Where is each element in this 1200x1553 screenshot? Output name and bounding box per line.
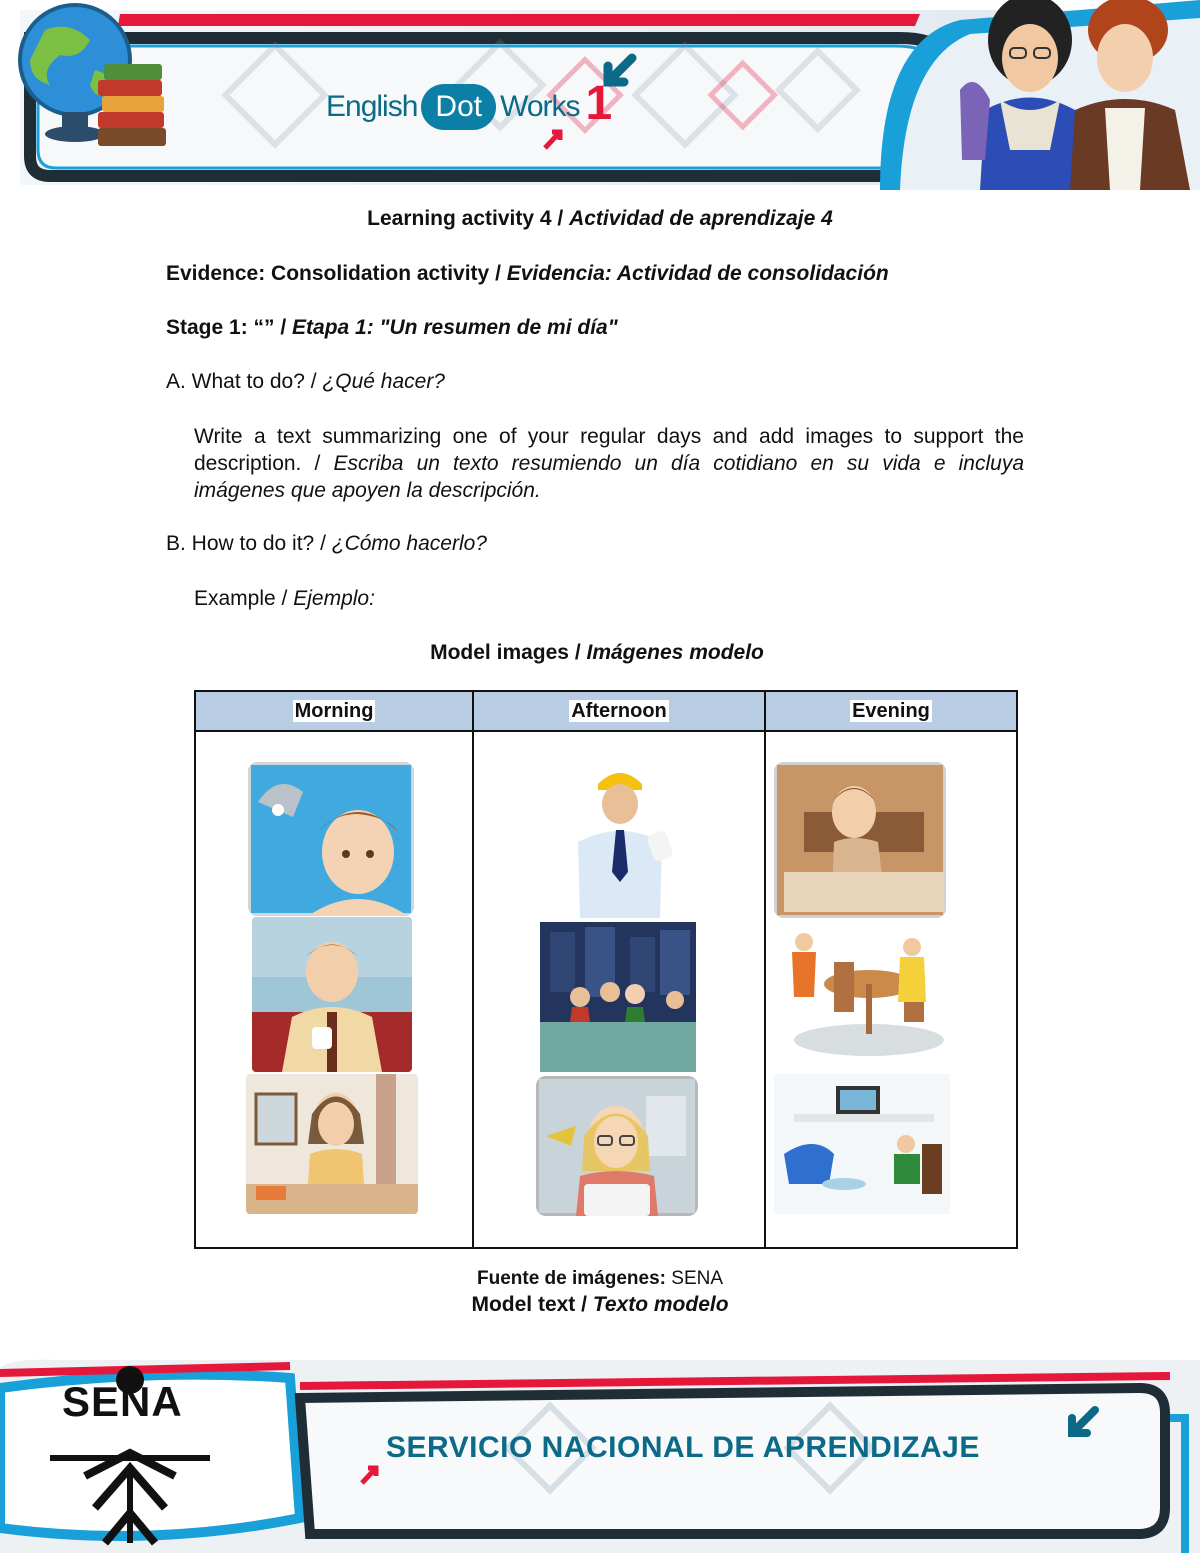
column-header-afternoon: Afternoon (473, 691, 765, 731)
evening-cell (765, 731, 1017, 1248)
model-images-es: Imágenes modelo (586, 641, 764, 664)
bed-image (774, 762, 946, 918)
activity-title-es: Actividad de aprendizaje 4 (569, 207, 833, 230)
table-header-row (195, 691, 1017, 731)
activity-title-en: Learning activity 4 / (367, 207, 570, 230)
instruction-es: Escriba un texto resumiendo un día cotidiano en su vida e incluya imágenes que apoyen la descripción. (194, 452, 1024, 502)
section-b-en: B. How to do it? / (166, 532, 332, 555)
logo-word-dot: Dot (421, 84, 496, 130)
section-a-es: ¿Qué hacer? (322, 370, 445, 393)
header-banner (0, 0, 1200, 190)
section-b-heading (166, 530, 487, 557)
cafe-table-image (774, 922, 948, 1062)
model-text-heading (0, 1291, 1200, 1318)
image-source-line (0, 1265, 1200, 1292)
model-text-es: Texto modelo (592, 1293, 729, 1316)
laptop-woman-image (536, 1076, 698, 1216)
phone-coffee-image (252, 917, 412, 1072)
logo-word-works: Works (500, 90, 580, 123)
model-images-en: Model images / (430, 641, 587, 664)
model-images-heading (194, 639, 1000, 666)
section-a-heading (166, 368, 445, 395)
stage-es: Etapa 1: "Un resumen de mi día" (292, 316, 618, 339)
example-es: Ejemplo: (293, 587, 375, 610)
logo-number: 1 (585, 76, 613, 130)
image-source-label: Fuente de imágenes: (476, 1268, 672, 1289)
evidence-es: Evidencia: Actividad de consolidación (506, 262, 889, 285)
living-room-image (774, 1074, 950, 1214)
table-image-row (195, 731, 1017, 1248)
sena-logo-text: SENA (62, 1378, 183, 1425)
afternoon-cell (473, 731, 765, 1248)
engineer-image (550, 762, 690, 918)
restaurant-friends-image (540, 922, 696, 1072)
evidence-en: Evidence: Consolidation activity / (166, 262, 507, 285)
stage-heading (166, 314, 618, 341)
section-a-en: A. What to do? / (166, 370, 323, 393)
morning-cell (195, 731, 473, 1248)
activity-title (0, 205, 1200, 232)
image-source-value: SENA (671, 1268, 724, 1289)
organization-name: SERVICIO NACIONAL DE APRENDIZAJE (386, 1431, 980, 1464)
model-text-en: Model text / (471, 1293, 593, 1316)
section-b-es: ¿Cómo hacerlo? (331, 532, 487, 555)
logo-word-english: English (326, 90, 418, 123)
evidence-heading (166, 260, 889, 287)
column-header-evening: Evening (765, 691, 1017, 731)
example-label (194, 585, 375, 612)
instruction-en: Write a text summarizing one of your regular days and add images to support the description. / (194, 425, 1024, 475)
english-dot-works-logo (326, 72, 612, 142)
stage-en: Stage 1: “” / (166, 316, 293, 339)
instruction-paragraph (194, 423, 1024, 504)
brushing-teeth-image (246, 1074, 418, 1214)
column-header-morning: Morning (195, 691, 473, 731)
shower-image (248, 762, 414, 916)
footer-banner (0, 1358, 1200, 1553)
model-images-table (194, 690, 1018, 1249)
example-en: Example / (194, 587, 294, 610)
